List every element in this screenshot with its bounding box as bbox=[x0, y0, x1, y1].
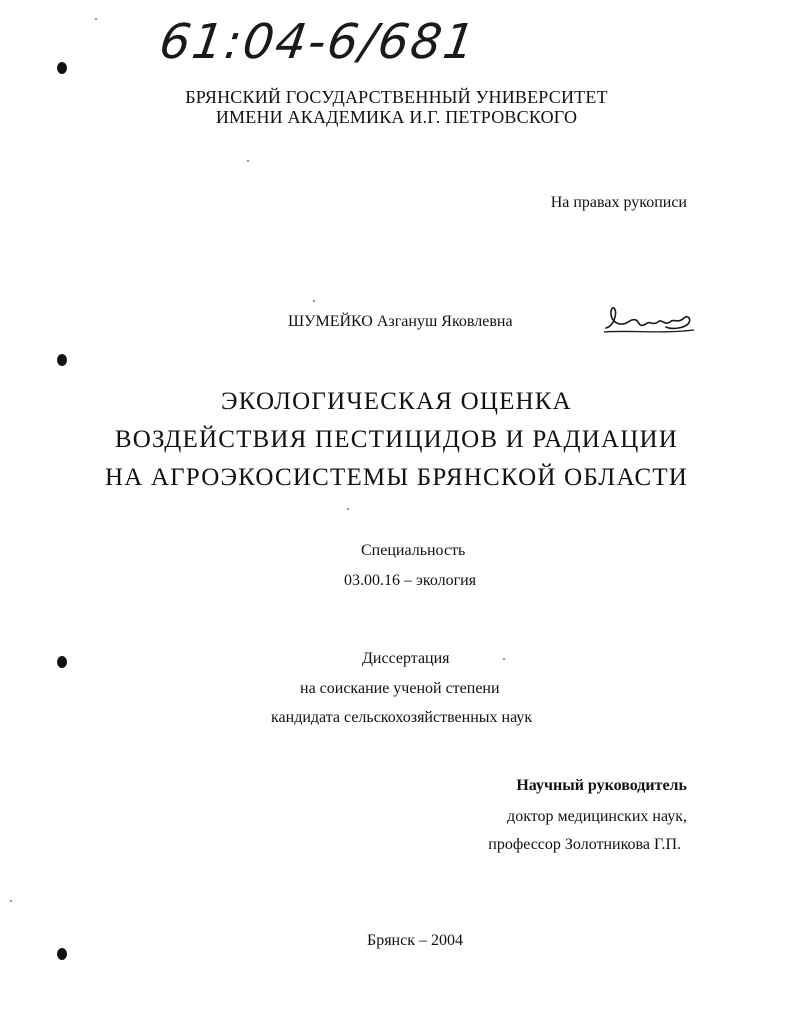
handwritten-archive-number: 61:04-6/681 bbox=[156, 14, 480, 70]
binding-hole-mark bbox=[57, 354, 67, 366]
supervisor-degree: доктор медицинских наук, bbox=[507, 808, 687, 825]
scan-speck bbox=[10, 900, 12, 902]
signature-icon bbox=[600, 300, 700, 338]
scan-speck bbox=[313, 300, 315, 302]
rights-notice: На правах рукописи bbox=[550, 194, 687, 211]
title-line3: НА АГРОЭКОСИСТЕМЫ БРЯНСКОЙ ОБЛАСТИ bbox=[104, 464, 689, 491]
dissertation-degree-line: на соискание ученой степени bbox=[300, 680, 500, 697]
scan-speck bbox=[95, 18, 97, 20]
dissertation-type: Диссертация bbox=[362, 650, 450, 667]
university-name-line1: БРЯНСКИЙ ГОСУДАРСТВЕННЫЙ УНИВЕРСИТЕТ bbox=[185, 87, 608, 107]
binding-hole-mark bbox=[57, 948, 67, 960]
binding-hole-mark bbox=[57, 62, 67, 74]
scan-speck bbox=[503, 658, 505, 660]
supervisor-heading: Научный руководитель bbox=[516, 777, 687, 794]
specialty-label: Специальность bbox=[361, 542, 466, 559]
title-line1: ЭКОЛОГИЧЕСКАЯ ОЦЕНКА bbox=[221, 388, 572, 415]
binding-hole-mark bbox=[57, 656, 67, 668]
title-line2: ВОЗДЕЙСТВИЯ ПЕСТИЦИДОВ И РАДИАЦИИ bbox=[114, 426, 679, 453]
scan-speck bbox=[247, 160, 249, 162]
scan-speck bbox=[347, 508, 349, 510]
university-name-line2: ИМЕНИ АКАДЕМИКА И.Г. ПЕТРОВСКОГО bbox=[215, 107, 578, 127]
author-name: ШУМЕЙКО Азгануш Яковлевна bbox=[288, 313, 513, 330]
supervisor-name: профессор Золотникова Г.П. bbox=[488, 836, 681, 853]
city-year: Брянск – 2004 bbox=[367, 932, 463, 949]
specialty-value: 03.00.16 – экология bbox=[344, 572, 477, 589]
dissertation-field-line: кандидата сельскохозяйственных наук bbox=[271, 709, 533, 726]
